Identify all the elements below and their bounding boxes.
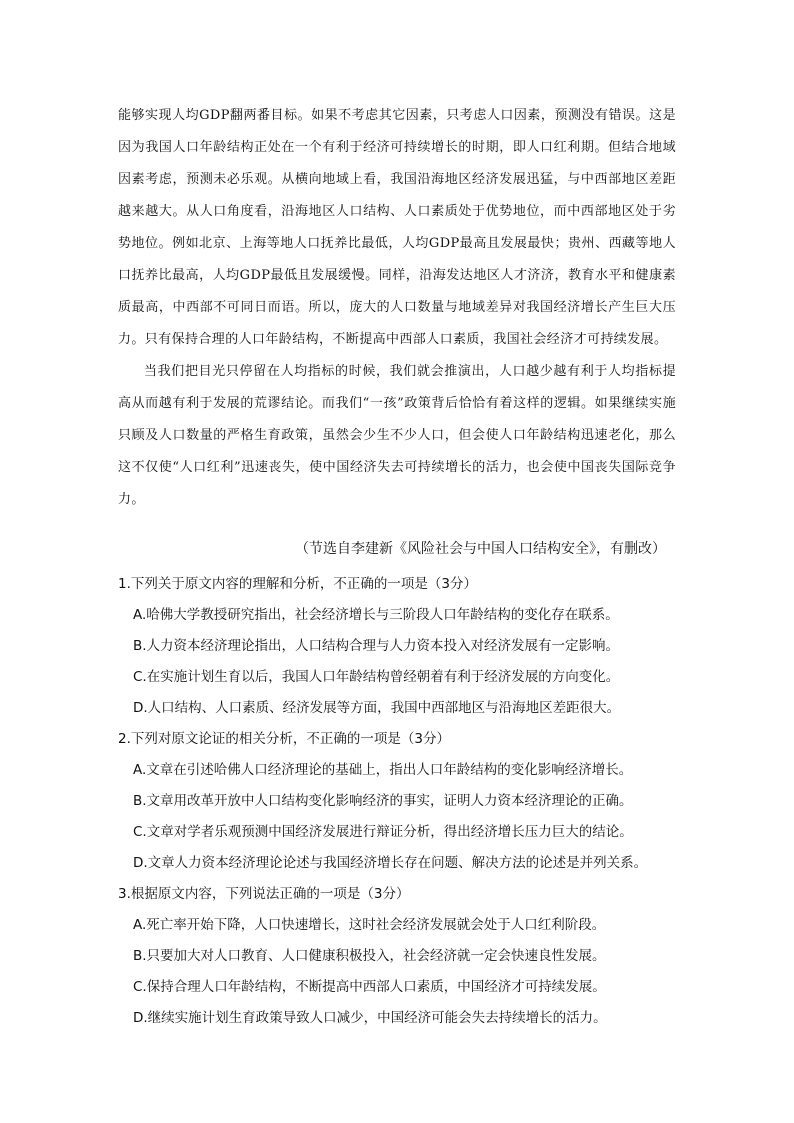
option-c: C.保持合理人口年龄结构，不断提高中西部人口素质，中国经济才可持续发展。: [133, 979, 606, 995]
option-d: D.文章人力资本经济理论论述与我国经济增长存在问题、解决方法的论述是并列关系。: [133, 855, 648, 871]
option-c: C.文章对学者乐观预测中国经济发展进行辩证分析，得出经济增长压力巨大的结论。: [133, 824, 633, 840]
reading-passage: [118, 100, 676, 516]
option-a: A.文章在引述哈佛人口经济理论的基础上，指出人口年龄结构的变化影响经济增长。: [133, 762, 633, 778]
passage-paragraph-2: 当我们把目光只停留在人均指标的时候，我们就会推演出，人口越少越有利于人均指标提高从而越有利于发展的荒谬结论。而我们“一孩”政策背后恰恰有着这样的逻辑。如果继续实施只顾及人口数量的严格生育政策，虽然会少生不少人口，但会使人口年龄结构迅速老化，那么这不仅使“人口红利”迅速丧失，使中国经济失去可持续增长的活力，也会使中国丧失国际竞争力。: [118, 364, 676, 507]
question-stem: 1.下列关于原文内容的理解和分析，不正确的一项是（3分）: [118, 576, 477, 592]
option-a: A.死亡率开始下降，人口快速增长，这时社会经济发展就会处于人口红利阶段。: [133, 917, 606, 933]
option-d: D.人口结构、人口素质、经济发展等方面，我国中西部地区与沿海地区差距很大。: [133, 700, 621, 716]
option-c: C.在实施计划生育以后，我国人口年龄结构曾经朝着有利于经济发展的方向变化。: [133, 669, 620, 685]
question-2: [118, 724, 698, 879]
option-d: D.继续实施计划生育政策导致人口减少，中国经济可能会失去持续增长的活力。: [133, 1010, 607, 1026]
question-3: [118, 879, 698, 1034]
passage-paragraph-1: 能够实现人均GDP翻两番目标。如果不考虑其它因素，只考虑人口因素，预测没有错误。这是因为我国人口年龄结构正处在一个有利于经济可持续增长的时期，即人口红利期。但结合地域因素考虑，预测未必乐观。从横向地域上看，我国沿海地区经济发展迅猛，与中西部地区差距越来越大。从人口角度看，沿海地区人口结构、人口素质处于优势地位，而中西部地区处于劣势地位。例如北京、上海等地人口抚养比最低，人均GDP最高且发展最快；贵州、西藏等地人口抚养比最高，人均GDP最低且发展缓慢。同样，沿海发达地区人才济济，教育水平和健康素质最高，中西部不可同日而语。所以，庞大的人口数量与地域差异对我国经济增长产生巨大压力。只有保持合理的人口年龄结构，不断提高中西部人口素质，我国社会经济才可持续发展。: [118, 108, 676, 347]
option-b: B.只要加大对人口教育、人口健康积极投入，社会经济就一定会快速良性发展。: [133, 948, 606, 964]
option-b: B.人力资本经济理论指出，人口结构合理与人力资本投入对经济发展有一定影响。: [133, 638, 620, 654]
question-1: [118, 569, 698, 724]
option-a: A.哈佛大学教授研究指出，社会经济增长与三阶段人口年龄结构的变化存在联系。: [133, 607, 619, 623]
question-stem: 3.根据原文内容，下列说法正确的一项是（3分）: [118, 886, 410, 902]
option-b: B.文章用改革开放中人口结构变化影响经济的事实，证明人力资本经济理论的正确。: [133, 793, 633, 809]
question-stem: 2.下列对原文论证的相关分析，不正确的一项是（3分）: [118, 731, 450, 747]
question-list: [118, 569, 698, 1034]
source-citation: （节选自李建新《风险社会与中国人口结构安全》，有删改）: [295, 541, 666, 557]
